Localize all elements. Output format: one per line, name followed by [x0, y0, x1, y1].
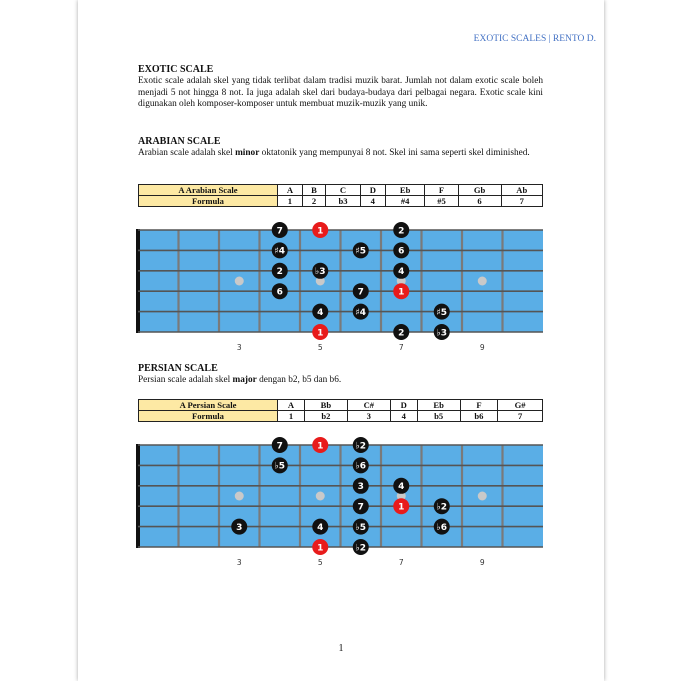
arabian-paragraph — [138, 148, 543, 160]
arabian-formula: 7 — [501, 196, 542, 207]
scale-note-dot — [312, 519, 328, 535]
note-interval-label: 2 — [276, 267, 283, 278]
persian-formula: b5 — [417, 411, 460, 422]
scale-note-dot — [272, 283, 288, 299]
note-interval-label: 1 — [317, 441, 324, 452]
root-note-dot — [312, 222, 328, 238]
fret-inlay-marker — [316, 492, 325, 501]
persian-note: C# — [347, 400, 390, 411]
fret-number-label: 7 — [398, 343, 404, 352]
note-interval-label: 1 — [317, 328, 324, 339]
arabian-note: Ab — [501, 185, 542, 196]
root-note-dot — [312, 324, 328, 340]
persian-formula-label: Formula — [139, 411, 278, 422]
scale-note-dot — [272, 222, 288, 238]
persian-formula: 3 — [347, 411, 390, 422]
note-interval-label: 3 — [236, 522, 243, 533]
arabian-formula: #4 — [385, 196, 425, 207]
exotic-paragraph: Exotic scale adalah skel yang tidak terlibat dalam tradisi muzik barat. Jumlah not dalam exotic scale boleh menjadi 5 not hingga 8 not. Ia juga adalah skel dari budaya-budaya dari pelbagai negara. Exotic scale kini digunakan oleh komposer-komposer untuk membuat muzik-muzik yang unik. — [138, 76, 543, 109]
persian-note: D — [390, 400, 417, 411]
persian-formula: 4 — [390, 411, 417, 422]
persian-formula: 1 — [278, 411, 305, 422]
arabian-note: D — [360, 185, 385, 196]
persian-note: Eb — [417, 400, 460, 411]
note-interval-label: 4 — [398, 482, 405, 493]
page-number: 1 — [338, 643, 344, 654]
note-interval-label: 4 — [398, 267, 405, 278]
root-note-dot — [312, 539, 328, 555]
scale-note-dot — [353, 242, 369, 258]
note-interval-label: ♯5 — [436, 307, 448, 318]
scale-note-dot — [353, 457, 369, 473]
scale-note-dot — [353, 498, 369, 514]
scale-note-dot — [272, 457, 288, 473]
scale-note-dot — [393, 324, 409, 340]
scale-note-dot — [312, 263, 328, 279]
scale-note-dot — [434, 324, 450, 340]
scale-note-dot — [393, 242, 409, 258]
fret-number-label: 7 — [398, 558, 404, 567]
fret-number-label: 5 — [317, 343, 323, 352]
arabian-formula: 6 — [458, 196, 501, 207]
scale-note-dot — [434, 519, 450, 535]
scale-note-dot — [434, 304, 450, 320]
scale-note-dot — [353, 539, 369, 555]
scale-note-dot — [434, 498, 450, 514]
scale-note-dot — [231, 519, 247, 535]
fret-number-label: 3 — [236, 558, 242, 567]
document-page — [78, 0, 604, 681]
exotic-heading: EXOTIC SCALE — [138, 64, 214, 75]
fret-inlay-marker — [478, 277, 487, 286]
scale-note-dot — [393, 478, 409, 494]
persian-note: G# — [498, 400, 543, 411]
fret-inlay-marker — [235, 492, 244, 501]
arabian-table-title: A Arabian Scale — [139, 185, 278, 196]
scale-note-dot — [353, 283, 369, 299]
persian-fretboard-diagram — [78, 433, 604, 571]
note-interval-label: 4 — [317, 307, 324, 318]
arabian-section — [138, 136, 543, 160]
scale-note-dot — [272, 242, 288, 258]
note-interval-label: 2 — [398, 328, 405, 339]
arabian-note: Eb — [385, 185, 425, 196]
arabian-heading: ARABIAN SCALE — [138, 136, 221, 147]
fret-number-label: 9 — [479, 558, 485, 567]
note-interval-label: ♭5 — [274, 461, 286, 472]
arabian-text-bold: minor — [235, 148, 260, 158]
fret-number-label: 9 — [479, 343, 485, 352]
arabian-note: F — [425, 185, 458, 196]
persian-text-bold: major — [232, 375, 257, 385]
persian-paragraph — [138, 375, 543, 387]
persian-table — [138, 399, 543, 422]
note-interval-label: 1 — [317, 543, 324, 554]
note-interval-label: 7 — [357, 287, 364, 298]
arabian-formula: 1 — [278, 196, 303, 207]
arabian-note: B — [302, 185, 325, 196]
nut — [136, 229, 140, 333]
running-header: EXOTIC SCALES | RENTO D. — [473, 34, 596, 44]
persian-text-post: dengan b2, b5 dan b6. — [256, 375, 342, 385]
arabian-text-post: oktatonik yang mempunyai 8 not. Skel ini sama seperti skel diminished. — [259, 148, 530, 158]
scale-note-dot — [272, 263, 288, 279]
persian-section — [138, 363, 543, 387]
scale-note-dot — [353, 304, 369, 320]
note-interval-label: 6 — [398, 246, 405, 257]
scale-note-dot — [312, 304, 328, 320]
fret-number-label: 3 — [236, 343, 242, 352]
persian-formula: b6 — [460, 411, 498, 422]
arabian-formula: 4 — [360, 196, 385, 207]
arabian-fretboard-diagram — [78, 218, 604, 356]
note-interval-label: ♯4 — [355, 307, 367, 318]
note-interval-label: ♭6 — [355, 461, 367, 472]
arabian-note: Gb — [458, 185, 501, 196]
note-interval-label: ♭3 — [436, 328, 448, 339]
arabian-formula: 2 — [302, 196, 325, 207]
note-interval-label: ♯5 — [355, 246, 367, 257]
persian-note: Bb — [304, 400, 347, 411]
fret-inlay-marker — [478, 492, 487, 501]
persian-heading: PERSIAN SCALE — [138, 363, 218, 374]
arabian-table — [138, 184, 543, 207]
note-interval-label: 6 — [276, 287, 283, 298]
persian-note: A — [278, 400, 305, 411]
note-interval-label: 1 — [398, 502, 405, 513]
arabian-note: C — [326, 185, 361, 196]
scale-note-dot — [393, 263, 409, 279]
persian-table-title: A Persian Scale — [139, 400, 278, 411]
scale-note-dot — [353, 519, 369, 535]
fret-number-label: 5 — [317, 558, 323, 567]
scale-note-dot — [353, 478, 369, 494]
note-interval-label: ♭2 — [436, 502, 448, 513]
note-interval-label: 3 — [357, 482, 364, 493]
persian-note: F — [460, 400, 498, 411]
scale-note-dot — [272, 437, 288, 453]
arabian-formula-label: Formula — [139, 196, 278, 207]
note-interval-label: 2 — [398, 226, 405, 237]
note-interval-label: ♭2 — [355, 441, 367, 452]
exotic-section — [138, 64, 543, 111]
arabian-text-pre: Arabian scale adalah skel — [138, 148, 236, 158]
scale-note-dot — [393, 222, 409, 238]
note-interval-label: 7 — [276, 441, 283, 452]
note-interval-label: ♭5 — [355, 522, 367, 533]
arabian-formula: #5 — [425, 196, 458, 207]
arabian-note: A — [278, 185, 303, 196]
note-interval-label: ♭2 — [355, 543, 367, 554]
root-note-dot — [312, 437, 328, 453]
note-interval-label: 1 — [317, 226, 324, 237]
note-interval-label: 1 — [398, 287, 405, 298]
persian-text-pre: Persian scale adalah skel — [138, 375, 233, 385]
scale-note-dot — [353, 437, 369, 453]
root-note-dot — [393, 498, 409, 514]
fret-inlay-marker — [235, 277, 244, 286]
persian-formula: 7 — [498, 411, 543, 422]
root-note-dot — [393, 283, 409, 299]
note-interval-label: ♭3 — [314, 267, 326, 278]
note-interval-label: 7 — [276, 226, 283, 237]
note-interval-label: ♭6 — [436, 522, 448, 533]
note-interval-label: 7 — [357, 502, 364, 513]
note-interval-label: ♯4 — [274, 246, 286, 257]
nut — [136, 444, 140, 548]
note-interval-label: 4 — [317, 522, 324, 533]
persian-formula: b2 — [304, 411, 347, 422]
arabian-formula: b3 — [326, 196, 361, 207]
